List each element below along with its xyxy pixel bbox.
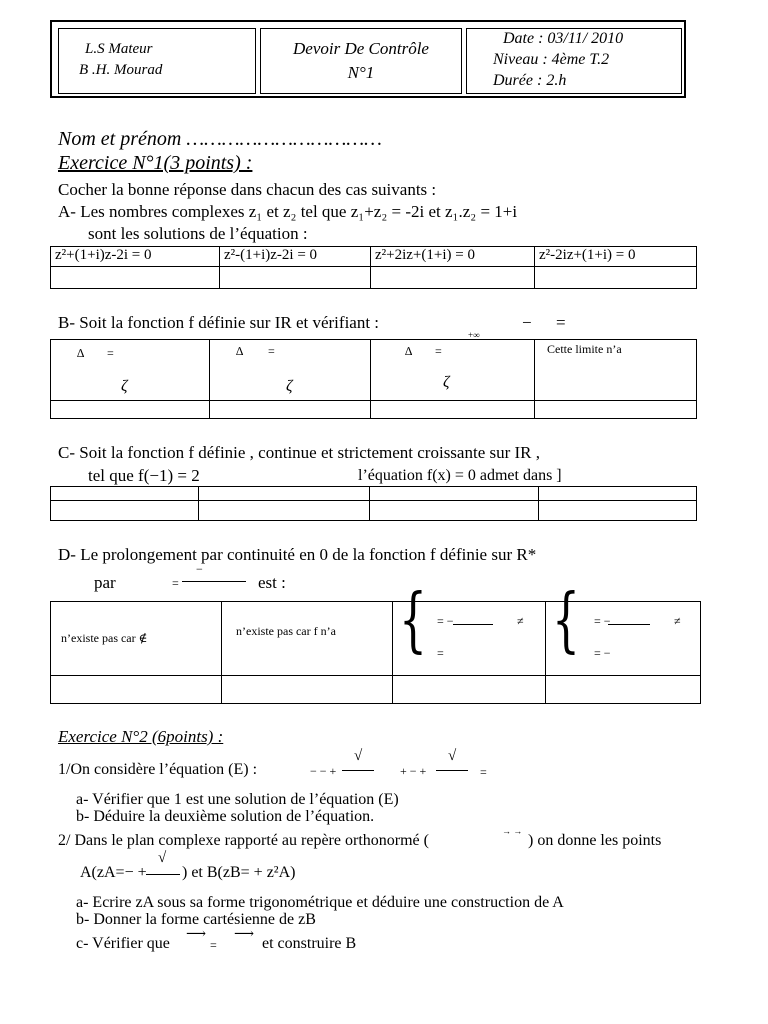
brace-icon: {: [399, 579, 427, 661]
exercise2-title: Exercice N°2 (6points) :: [58, 727, 224, 746]
question-a-table: [50, 246, 697, 289]
exercise2-q1b: b- Déduire la deuxième solution de l’équation.: [76, 808, 375, 825]
option-c3[interactable]: [370, 487, 539, 501]
exercise2-q1a: a- Vérifier que 1 est une solution de l’équation (E): [76, 791, 399, 808]
checkbox-b1[interactable]: [51, 401, 210, 419]
question-d-par: par: [94, 573, 116, 592]
q1-expr1: − − +: [310, 764, 337, 778]
checkbox-d3[interactable]: [393, 676, 546, 704]
basis-arrows: → →: [502, 826, 523, 836]
checkbox-d4[interactable]: [546, 676, 701, 704]
option-c2[interactable]: [199, 487, 370, 501]
question-c-table: [50, 486, 697, 521]
option-c1[interactable]: [51, 487, 199, 501]
q1-fraction-bar1: [342, 770, 374, 771]
option-a1[interactable]: z²+(1+i)z-2i = 0: [51, 247, 220, 267]
option-b4[interactable]: Cette limite n’a: [535, 340, 697, 401]
checkbox-a1[interactable]: [51, 267, 220, 289]
exercise1-title: Exercice N°1(3 points) :: [58, 152, 253, 174]
option-c4[interactable]: [539, 487, 697, 501]
checkbox-c4[interactable]: [539, 501, 697, 521]
header-box: [50, 20, 686, 98]
exercise2-q2-end: ) on donne les points: [528, 832, 662, 849]
vector-arrow-1: ⟶: [186, 927, 207, 942]
q2c-eq: =: [210, 938, 217, 952]
exam-duration: Durée : 2.h: [493, 72, 567, 89]
question-c-line2a: tel que f(−1) = 2: [88, 466, 200, 485]
checkbox-b3[interactable]: [371, 401, 535, 419]
question-d-eq: =: [172, 576, 179, 590]
exam-number: N°1: [347, 63, 375, 82]
option-d4[interactable]: { = − ≠ = −: [546, 602, 701, 676]
point-a-end: ) et B(zB= + z²A): [182, 864, 296, 881]
checkbox-a2[interactable]: [220, 267, 371, 289]
option-d1[interactable]: n’existe pas car ∉: [51, 602, 222, 676]
name-line: Nom et prénom ……………………………: [58, 128, 382, 150]
point-a-fraction-bar: [146, 874, 180, 875]
option-a2[interactable]: z²-(1+i)z-2i = 0: [220, 247, 371, 267]
checkbox-c2[interactable]: [199, 501, 370, 521]
limit-subscript: +∞: [468, 330, 480, 340]
checkbox-b4[interactable]: [535, 401, 697, 419]
question-d-line1: D- Le prolongement par continuité en 0 de la fonction f définie sur R*: [58, 545, 537, 564]
option-a4[interactable]: z²-2iz+(1+i) = 0: [535, 247, 697, 267]
brace-icon: {: [552, 579, 580, 661]
q1-plus: + − +: [400, 764, 427, 778]
question-c-line1: C- Soit la fonction f définie , continue et strictement croissante sur IR ,: [58, 443, 541, 462]
question-b-table: [50, 339, 697, 419]
teacher-name: B .H. Mourad: [79, 62, 163, 78]
q1-fraction-bar2: [436, 770, 468, 771]
checkbox-d2[interactable]: [222, 676, 393, 704]
question-d-est: est :: [258, 573, 286, 592]
question-c-line2b: l’équation f(x) = 0 admet dans ]: [358, 467, 562, 484]
option-d3[interactable]: { = − ≠ =: [393, 602, 546, 676]
school-cell: [58, 28, 256, 94]
q1-eq: =: [480, 765, 487, 779]
question-b-line1: B- Soit la fonction f définie sur IR et vérifiant :: [58, 313, 380, 332]
option-a3[interactable]: z²+2iz+(1+i) = 0: [371, 247, 535, 267]
fraction-bar: [182, 581, 246, 582]
exercise1-instruction: Cocher la bonne réponse dans chacun des cas suivants :: [58, 180, 437, 199]
option-b3[interactable]: ∆ = ζ: [371, 340, 535, 401]
checkbox-a3[interactable]: [371, 267, 535, 289]
question-a-line2: sont les solutions de l’équation :: [88, 224, 308, 243]
title-cell: [260, 28, 462, 94]
checkbox-b2[interactable]: [210, 401, 371, 419]
exercise2-q2b: b- Donner la forme cartésienne de zB: [76, 911, 316, 928]
exam-level: Niveau : 4ème T.2: [493, 51, 610, 68]
exercise2-q2c: c- Vérifier que: [76, 935, 170, 952]
point-a-sqrt: √: [158, 850, 167, 866]
limit-eq: =: [556, 313, 566, 332]
option-b2[interactable]: ∆ = ζ: [210, 340, 371, 401]
limit-dash: −: [522, 313, 532, 332]
exercise2-q2: 2/ Dans le plan complexe rapporté au repère orthonormé (: [58, 832, 429, 849]
exercise2-q2a: a- Ecrire zA sous sa forme trigonométrique et déduire une construction de A: [76, 894, 564, 911]
point-a: A(zA=− +: [80, 864, 147, 881]
checkbox-a4[interactable]: [535, 267, 697, 289]
vector-arrow-2: ⟶: [234, 927, 255, 942]
checkbox-d1[interactable]: [51, 676, 222, 704]
question-a-line1: A- Les nombres complexes z₁ et z₂ tel que z₁+z₂ = -2i et z₁.z₂ = 1+i: [58, 202, 518, 221]
info-cell: [466, 28, 682, 94]
option-d2[interactable]: n’existe pas car f n’a: [222, 602, 393, 676]
exercise2-q2c-end: et construire B: [262, 935, 357, 952]
option-b1[interactable]: ∆ = ζ: [51, 340, 210, 401]
exercise2-q1: 1/On considère l’équation (E) :: [58, 761, 258, 778]
school-name: L.S Mateur: [85, 41, 153, 57]
checkbox-c1[interactable]: [51, 501, 199, 521]
checkbox-c3[interactable]: [370, 501, 539, 521]
exam-title: Devoir De Contrôle: [293, 39, 429, 58]
question-d-frac-top: −: [196, 562, 203, 576]
exam-date: Date : 03/11/ 2010: [503, 30, 624, 47]
q1-sqrt1: √: [354, 748, 363, 764]
q1-sqrt2: √: [448, 748, 457, 764]
